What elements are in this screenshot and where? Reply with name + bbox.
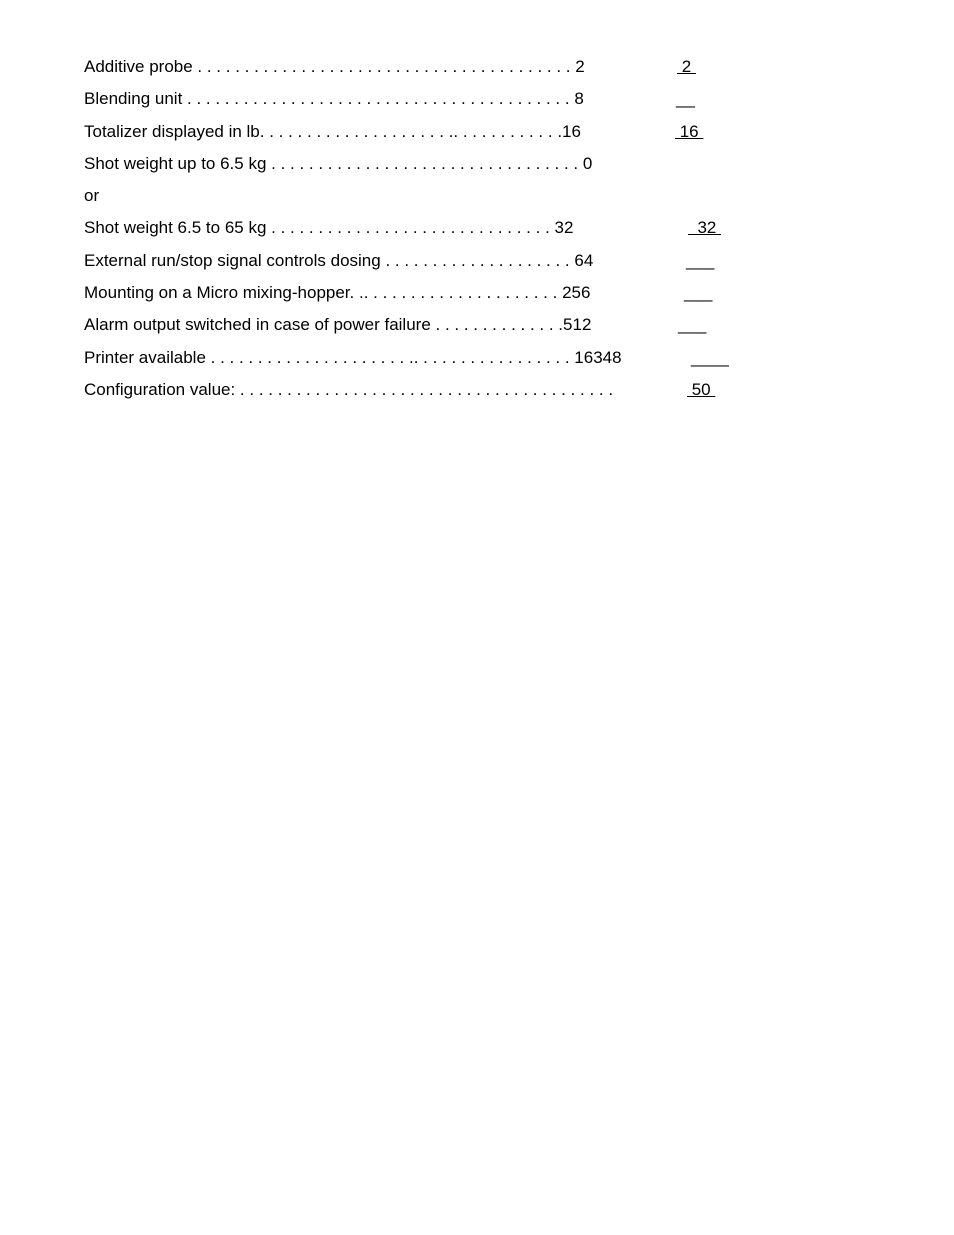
row-label: Shot weight 6.5 to 65 kg . . . . . . . . . . . . . . . . . . . . . . . . . . . . . . 32 [84, 218, 574, 238]
row-entry-blank: ___ [686, 250, 715, 270]
row-label: Additive probe . . . . . . . . . . . . . . . . . . . . . . . . . . . . . . . . . . . . . . . . 2 [84, 57, 585, 76]
row-entry-value: 32 [688, 218, 722, 238]
row-entry-blank: ____ [691, 347, 729, 367]
configuration-table [84, 55, 844, 410]
row-configuration-value [84, 378, 844, 410]
row-shot-weight-small [84, 152, 844, 184]
row-totalizer-lb [84, 120, 844, 152]
row-alarm-output [84, 313, 844, 345]
row-label: Configuration value: . . . . . . . . . . . . . . . . . . . . . . . . . . . . . . . . . . . . . . . . [84, 379, 614, 399]
row-entry-blank: __ [676, 89, 695, 109]
row-label: Blending unit . . . . . . . . . . . . . . . . . . . . . . . . . . . . . . . . . . . . . . . . . 8 [84, 89, 584, 109]
row-entry-value: 16 [675, 121, 704, 141]
row-label: Printer available . . . . . . . . . . . . . . . . . . . . . .. . . . . . . . . . . . . . . . . 16348 [84, 347, 622, 367]
row-additive-probe [84, 55, 844, 87]
row-label: External run/stop signal controls dosing . . . . . . . . . . . . . . . . . . . . 64 [84, 250, 594, 270]
row-entry-blank: ___ [684, 283, 713, 303]
row-label: Shot weight up to 6.5 kg . . . . . . . . . . . . . . . . . . . . . . . . . . . . . . . . . 0 [84, 153, 593, 173]
row-external-run-stop [84, 249, 844, 281]
row-label: or [84, 186, 100, 206]
row-entry-blank: ___ [678, 315, 707, 335]
row-entry-value: 2 [677, 57, 696, 76]
row-blending-unit [84, 87, 844, 119]
row-label: Totalizer displayed in lb. . . . . . . . . . . . . . . . . . . . .. . . . . . . . . . . .16 [84, 121, 581, 141]
row-or [84, 184, 844, 216]
row-label: Alarm output switched in case of power failure . . . . . . . . . . . . . .512 [84, 315, 592, 335]
row-shot-weight-large [84, 216, 844, 248]
row-printer-available [84, 346, 844, 378]
row-label: Mounting on a Micro mixing-hopper. .. . . . . . . . . . . . . . . . . . . . . 256 [84, 283, 591, 303]
configuration-total-value: 50 [687, 379, 716, 399]
row-micro-mixing-hopper [84, 281, 844, 313]
